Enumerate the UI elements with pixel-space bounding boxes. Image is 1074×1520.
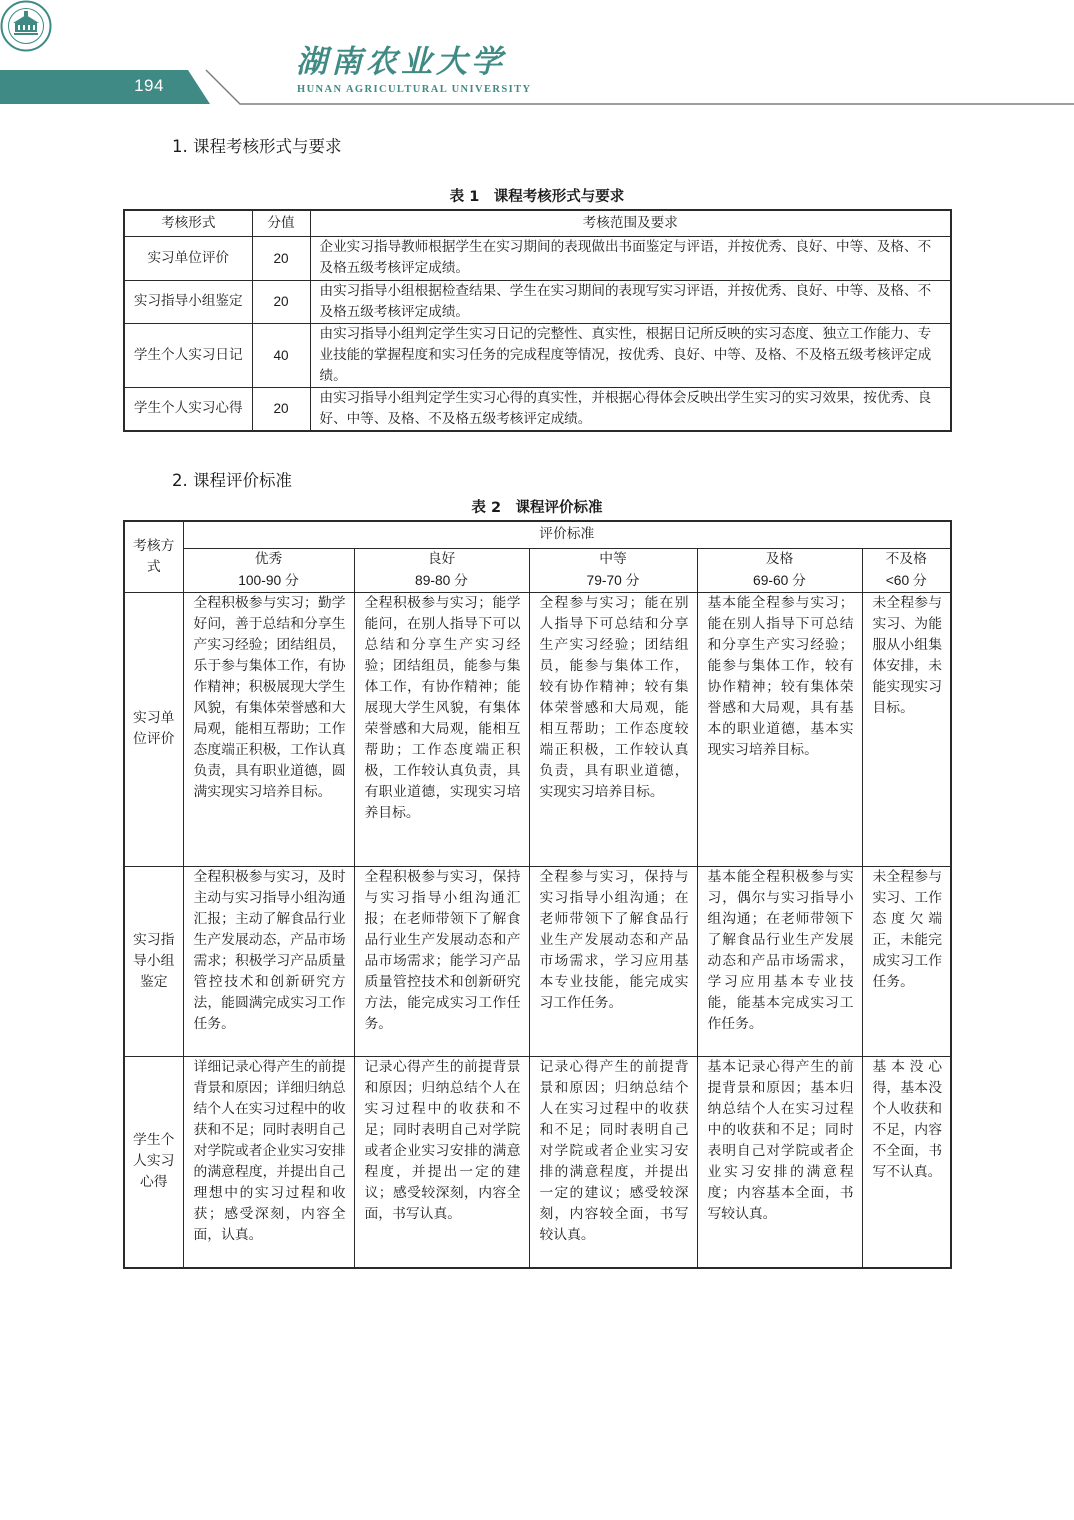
header-scope-requirement: 考核范围及要求	[310, 210, 951, 236]
grade-name: 不及格	[885, 550, 927, 567]
criteria-cell: 记录心得产生的前提背景和原因；归纳总结个人在实习过程中的收获和不足；同时表明自己对学院或者企业实习安排的满意程度，并提出一定的建议；感受较深刻，内容全面，书写认真。	[354, 1056, 529, 1268]
grade-header	[529, 548, 697, 592]
grade-range: <60 分	[885, 572, 927, 588]
assessment-requirement: 企业实习指导教师根据学生在实习期间的表现做出书面鉴定与评语，并按优秀、良好、中等、及格、不及格五级考核评定成绩。	[310, 236, 951, 280]
table-header-row	[124, 210, 951, 236]
grade-header	[862, 548, 951, 592]
criteria-cell: 全程积极参与实习；勤学好问，善于总结和分享生产实习经验；团结组员，乐于参与集体工作，有协作精神；积极展现大学生风貌，有集体荣誉感和大局观，能相互帮助；工作态度端正积极，工作认真负责，具有职业道德，圆满实现实习培养目标。	[183, 592, 354, 866]
criteria-cell: 全程积极参与实习，及时主动与实习指导小组沟通汇报；主动了解食品行业生产发展动态，产品市场需求；积极学习产品质量管控技术和创新研究方法，能圆满完成实习工作任务。	[183, 866, 354, 1056]
assessment-form: 学生个人实习心得	[124, 387, 252, 431]
grade-name: 中等	[599, 550, 627, 567]
assessment-method: 实习单位评价	[124, 592, 183, 866]
criteria-cell: 基本记录心得产生的前提背景和原因；基本归纳总结个人在实习过程中的收获和不足；同时表明自己对学院或者企业实习安排的满意程度；内容基本全面，书写较认真。	[697, 1056, 862, 1268]
grade-header	[354, 548, 529, 592]
assessment-requirement: 由实习指导小组根据检查结果、学生在实习期间的表现写实习评语，并按优秀、良好、中等、及格、不及格五级考核评定成绩。	[310, 280, 951, 323]
assessment-form-table	[123, 209, 952, 432]
university-name-cn: 湖南农业大学	[296, 44, 506, 80]
section1-title: 1. 课程考核形式与要求	[172, 137, 342, 156]
grade-name: 良好	[427, 550, 456, 567]
table-row	[124, 866, 951, 1056]
assessment-method: 实习指导小组鉴定	[124, 866, 183, 1056]
table-header-row	[124, 521, 951, 548]
page-number: 194	[134, 76, 164, 95]
table-row	[124, 323, 951, 387]
page-header	[0, 0, 1074, 110]
criteria-cell: 基本能全程积极参与实习，偶尔与实习指导小组沟通；在老师带领下了解食品行业生产发展动态和产品市场需求，学习应用基本专业技能，能基本完成实习工作任务。	[697, 866, 862, 1056]
grade-name: 优秀	[254, 550, 283, 567]
section2-title: 2. 课程评价标准	[172, 471, 292, 490]
criteria-cell: 未全程参与实习、为能服从小组集体安排，未能实现实习目标。	[862, 592, 951, 866]
assessment-method: 学生个人实习心得	[124, 1056, 183, 1268]
grade-range: 100-90 分	[238, 572, 299, 588]
university-name-en: HUNAN AGRICULTURAL UNIVERSITY	[297, 84, 532, 95]
criteria-cell: 全程积极参与实习，保持与实习指导小组沟通汇报；在老师带领下了解食品行业生产发展动态和产品市场需求；能学习产品质量管控技术和创新研究方法，能完成实习工作任务。	[354, 866, 529, 1056]
grade-range: 69-60 分	[753, 572, 806, 588]
criteria-cell: 记录心得产生的前提背景和原因；归纳总结个人在实习过程中的收获和不足；同时表明自己对学院或者企业实习安排的满意程度，并提出一定的建议；感受较深刻，内容较全面，书写较认真。	[529, 1056, 697, 1268]
assessment-requirement: 由实习指导小组判定学生实习日记的完整性、真实性，根据日记所反映的实习态度、独立工作能力、专业技能的掌握程度和实习任务的完成程度等情况，按优秀、良好、中等、及格、不及格五级考核评定成绩。	[310, 323, 951, 387]
grade-header	[697, 548, 862, 592]
assessment-score: 40	[252, 323, 310, 387]
header-score: 分值	[252, 210, 310, 236]
criteria-cell: 全程参与实习；能在别人指导下可总结和分享生产实习经验；团结组员，能参与集体工作，较有协作精神；较有集体荣誉感和大局观，能相互帮助；工作态度较端正积极，工作较认真负责，具有职业道德，实现实习培养目标。	[529, 592, 697, 866]
header-evaluation-criteria: 评价标准	[183, 521, 951, 548]
grade-range: 79-70 分	[586, 572, 640, 588]
evaluation-criteria-table	[123, 520, 952, 1269]
grade-range: 89-80 分	[415, 572, 468, 588]
grade-name: 及格	[765, 550, 794, 567]
table-row	[124, 592, 951, 866]
grade-header-row	[124, 548, 951, 592]
table-row	[124, 236, 951, 280]
criteria-cell: 详细记录心得产生的前提背景和原因；详细归纳总结个人在实习过程中的收获和不足；同时表明自己对学院或者企业实习安排的满意程度，并提出自己理想中的实习过程和收获；感受深刻，内容全面，认真。	[183, 1056, 354, 1268]
table-row	[124, 387, 951, 431]
criteria-cell: 基本没心得，基本没个人收获和不足，内容不全面，书写不认真。	[862, 1056, 951, 1268]
table2-caption: 表 2 课程评价标准	[471, 500, 603, 516]
assessment-form: 实习单位评价	[124, 236, 252, 280]
criteria-cell: 基本能全程参与实习；能在别人指导下可总结和分享生产实习经验；能参与集体工作，较有协作精神；较有集体荣誉感和大局观，具有基本的职业道德，基本实现实习培养目标。	[697, 592, 862, 866]
university-seal-icon	[0, 0, 52, 52]
assessment-requirement: 由实习指导小组判定学生实习心得的真实性，并根据心得体会反映出学生实习的实习效果，按优秀、良好、中等、及格、不及格五级考核评定成绩。	[310, 387, 951, 431]
grade-header	[183, 548, 354, 592]
criteria-cell: 未全程参与实习、工作态度欠端正，未能完成实习工作任务。	[862, 866, 951, 1056]
criteria-cell: 全程参与实习，保持与实习指导小组沟通；在老师带领下了解食品行业生产发展动态和产品市场需求，学习应用基本专业技能，能完成实习工作任务。	[529, 866, 697, 1056]
assessment-score: 20	[252, 236, 310, 280]
assessment-form: 学生个人实习日记	[124, 323, 252, 387]
table-row	[124, 280, 951, 323]
assessment-score: 20	[252, 280, 310, 323]
assessment-form: 实习指导小组鉴定	[124, 280, 252, 323]
assessment-score: 20	[252, 387, 310, 431]
table-row	[124, 1056, 951, 1268]
table1-caption: 表 1 课程考核形式与要求	[449, 189, 625, 205]
header-assessment-method: 考核方式	[124, 521, 183, 592]
criteria-cell: 全程积极参与实习；能学能问，在别人指导下可以总结和分享生产实习经验；团结组员，能参与集体工作，有协作精神；能展现大学生风貌，有集体荣誉感和大局观，能相互帮助；工作态度端正积极，工作较认真负责，具有职业道德，实现实习培养目标。	[354, 592, 529, 866]
header-assessment-form: 考核形式	[124, 210, 252, 236]
